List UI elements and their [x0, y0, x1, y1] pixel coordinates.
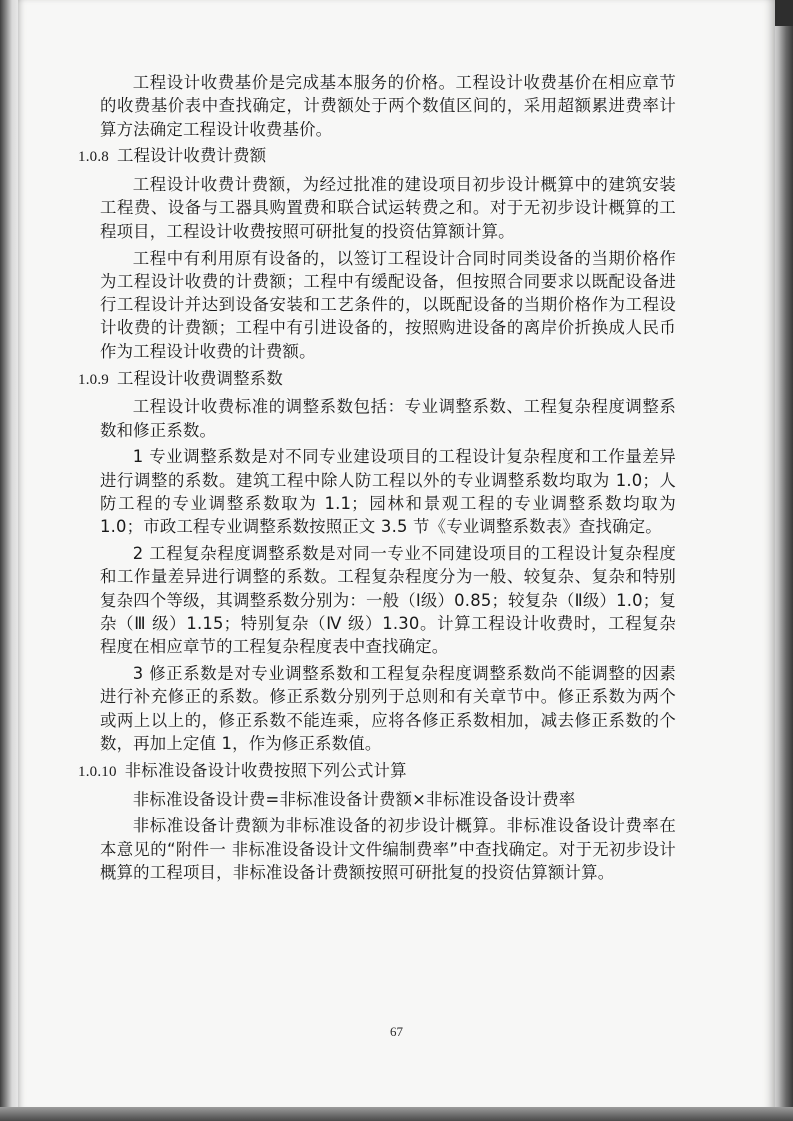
section-title: 工程设计收费计费额 [117, 146, 267, 166]
section-number: 1.0.8 [78, 149, 109, 166]
section-heading-1-0-10 [78, 759, 676, 784]
document-page [18, 0, 775, 1110]
paragraph-item-3: 3 修正系数是对专业调整系数和工程复杂程度调整系数尚不能调整的因素进行补充修正的系数。修正系数分别列于总则和有关章节中。修正系数为两个或两上以上的，修正系数不能连乘，应将各修正系数相加，减去修正系数的个数，再加上定值 1，作为修正系数值。 [100, 664, 676, 754]
section-number: 1.0.10 [78, 763, 117, 780]
scan-bottom-edge [0, 1107, 793, 1121]
paragraph-item-1: 1 专业调整系数是对不同专业建设项目的工程设计复杂程度和工作量差异进行调整的系数。建筑工程中除人防工程以外的专业调整系数均取为 1.0；人防工程的专业调整系数取为 1.1；园林和景观工程的专业调整系数均取为 1.0；市政工程专业调整系数按照正文 3.5 节《专业调整系数表》查找确定。 [100, 447, 676, 537]
paragraph-fee-basis: 工程设计收费计费额，为经过批准的建设项目初步设计概算中的建筑安装工程费、设备与工器具购置费和联合试运转费之和。对于无初步设计概算的工程项目，工程设计收费按照可研批复的投资估算额计算。 [100, 175, 676, 241]
section-heading-1-0-8 [78, 144, 676, 169]
paragraph-adjustment-intro: 工程设计收费标准的调整系数包括：专业调整系数、工程复杂程度调整系数和修正系数。 [100, 397, 676, 440]
paragraph-equipment: 工程中有利用原有设备的，以签订工程设计合同时同类设备的当期价格作为工程设计收费的计费额；工程中有缓配设备，但按照合同要求以既配设备进行工程设计并达到设备安装和工艺条件的，以既配设备的当期价格作为工程设计收费的计费额；工程中有引进设备的，按照购进设备的离岸价折换成人民币作为工程设计收费的计费额。 [100, 248, 676, 361]
paragraph-item-2: 2 工程复杂程度调整系数是对同一专业不同建设项目的工程设计复杂程度和工作量差异进行调整的系数。工程复杂程度分为一般、较复杂、复杂和特别复杂四个等级，其调整系数分别为：一般（Ⅰ级）0.85；较复杂（Ⅱ级）1.0；复杂（Ⅲ 级）1.15；特别复杂（Ⅳ 级）1.30。计算工程设计收费时，工程复杂程度在相应章节的工程复杂程度表中查找确定。 [100, 544, 676, 657]
document-body [78, 71, 676, 888]
section-heading-1-0-9 [78, 367, 676, 392]
section-title: 工程设计收费调整系数 [117, 368, 283, 388]
formula-line: 非标准设备设计费=非标准设备计费额×非标准设备设计费率 [132, 789, 576, 809]
paragraph-nonstandard: 非标准设备计费额为非标准设备的初步设计概算。非标准设备设计费率在本意见的“附件一 非标准设备设计文件编制费率”中查找确定。对于无初步设计概算的工程项目，非标准设备计费额按照可研批复的投资估算额计算。 [100, 816, 676, 882]
section-number: 1.0.9 [78, 371, 109, 388]
section-title: 非标准设备设计收费按照下列公式计算 [124, 760, 407, 780]
scan-corner-shadow [775, 0, 793, 26]
paragraph-base-price: 工程设计收费基价是完成基本服务的价格。工程设计收费基价在相应章节的收费基价表中查找确定，计费额处于两个数值区间的，采用超额累进费率计算方法确定工程设计收费基价。 [100, 73, 676, 139]
page-number: 67 [390, 1024, 403, 1039]
